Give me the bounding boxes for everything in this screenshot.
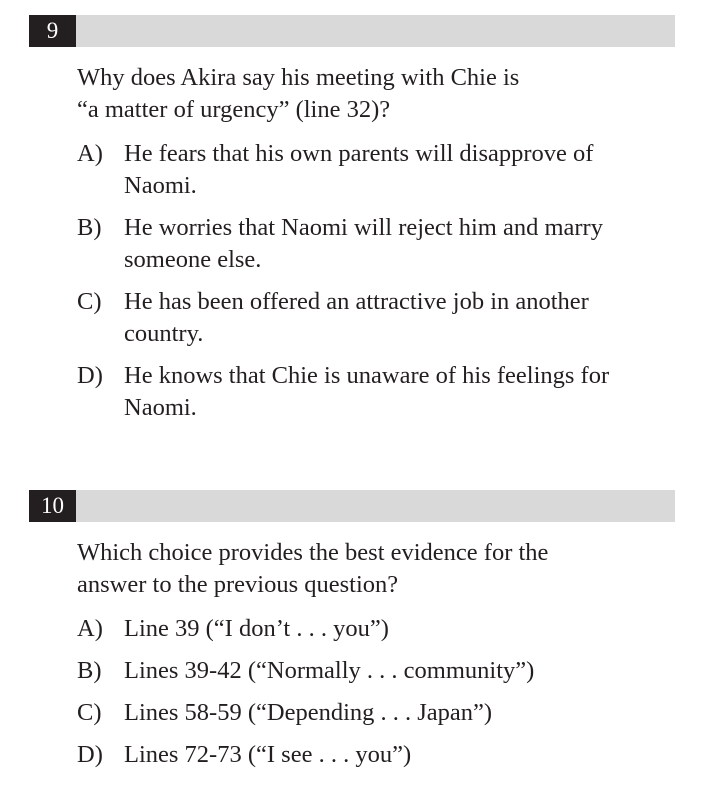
question-stem xyxy=(77,537,677,601)
choice-letter: C) xyxy=(77,288,102,315)
choice-letter: A) xyxy=(77,615,103,642)
choice-letter: C) xyxy=(77,699,102,726)
choice-letter: D) xyxy=(77,741,103,768)
choice-text: He knows that Chie is unaware of his feelings for Naomi. xyxy=(124,362,610,421)
question-stem xyxy=(77,62,677,126)
choice-text: Lines 72-73 (“I see . . . you”) xyxy=(124,741,412,768)
answer-choice-c[interactable] xyxy=(77,697,687,729)
choice-letter: B) xyxy=(77,657,102,684)
question-header-bar xyxy=(29,490,675,522)
answer-choice-c[interactable] xyxy=(77,286,687,350)
question-stem-line: answer to the previous question? xyxy=(77,571,399,598)
choice-letter: A) xyxy=(77,140,103,167)
question-stem-line: Which choice provides the best evidence for the xyxy=(77,539,549,566)
answer-choice-d[interactable] xyxy=(77,739,687,771)
choice-text: He worries that Naomi will reject him and marry someone else. xyxy=(124,214,603,273)
answer-choice-a[interactable] xyxy=(77,613,687,645)
choice-letter: B) xyxy=(77,214,102,241)
answer-choice-d[interactable] xyxy=(77,360,687,424)
choice-text: He has been offered an attractive job in another country. xyxy=(124,288,589,347)
question-stem-line: “a matter of urgency” (line 32)? xyxy=(77,96,391,123)
answer-choice-b[interactable] xyxy=(77,655,687,687)
answer-choice-a[interactable] xyxy=(77,138,687,202)
choice-letter: D) xyxy=(77,362,103,389)
choice-text: He fears that his own parents will disapprove of Naomi. xyxy=(124,140,594,199)
answer-choice-b[interactable] xyxy=(77,212,687,276)
question-stem-line: Why does Akira say his meeting with Chie is xyxy=(77,64,520,91)
question-number: 9 xyxy=(29,15,76,47)
question-header-bar xyxy=(29,15,675,47)
choice-text: Lines 58-59 (“Depending . . . Japan”) xyxy=(124,699,493,726)
choice-text: Lines 39-42 (“Normally . . . community”) xyxy=(124,657,535,684)
choice-text: Line 39 (“I don’t . . . you”) xyxy=(124,615,389,642)
question-number: 10 xyxy=(29,490,76,522)
